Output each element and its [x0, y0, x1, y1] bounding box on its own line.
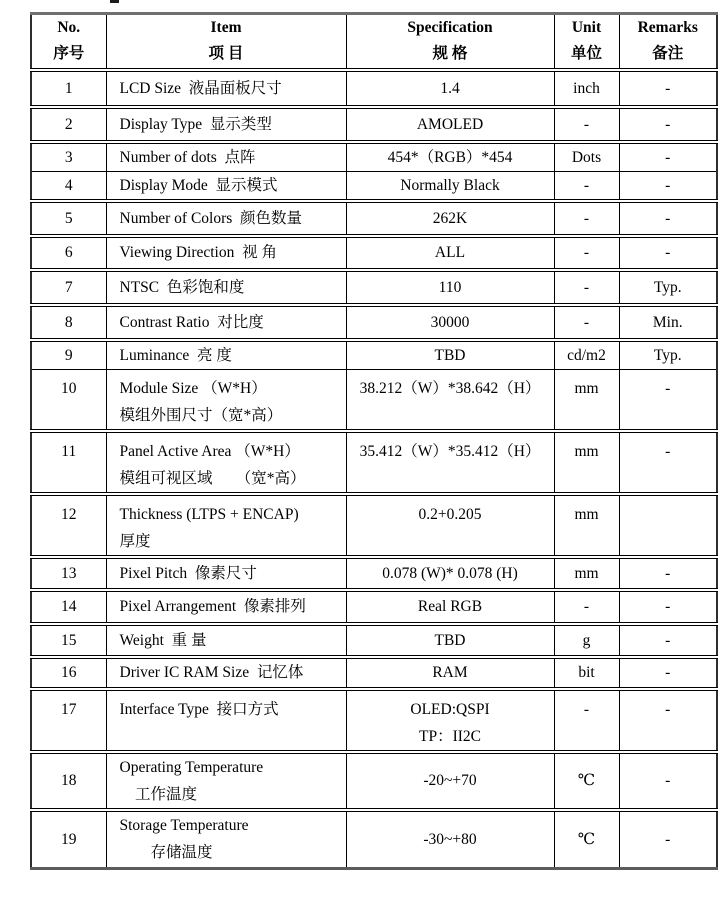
- item-cell: [106, 752, 346, 810]
- item-cell-text: Panel Active Area （W*H）: [119, 442, 300, 460]
- spec-cell: [346, 590, 554, 624]
- item-cell-text: NTSC 色彩饱和度: [119, 278, 245, 296]
- remarks-cell: [619, 305, 717, 340]
- no-cell-text: 12: [61, 505, 77, 523]
- header-cell-remarks: [619, 14, 717, 70]
- remarks-cell: [619, 590, 717, 624]
- item-cell: [106, 142, 346, 172]
- unit-cell-text: -: [583, 278, 590, 296]
- table-row-15: [31, 624, 717, 657]
- item-cell-text: Pixel Arrangement 像素排列: [119, 598, 306, 615]
- no-cell-text: 9: [64, 346, 73, 364]
- no-cell-text: 10: [61, 379, 77, 397]
- spec-cell: [346, 171, 554, 201]
- item-cell: [106, 70, 346, 107]
- unit-cell-text: -: [583, 598, 590, 615]
- unit-cell-text: mm: [574, 442, 599, 460]
- item-cell: [106, 107, 346, 142]
- unit-cell-text: -: [583, 176, 590, 194]
- spec-cell: [346, 201, 554, 236]
- unit-cell-text: ℃: [577, 772, 596, 789]
- item-cell-text: Operating Temperature: [119, 758, 264, 776]
- item-cell-text: 厚度: [119, 532, 151, 550]
- item-cell-text: Display Mode 显示模式: [119, 176, 278, 194]
- table-row-7: [31, 270, 717, 305]
- no-cell: [31, 752, 106, 810]
- spec-cell: [346, 624, 554, 657]
- unit-cell: [554, 171, 619, 201]
- no-cell: [31, 142, 106, 172]
- unit-cell-text: -: [583, 209, 590, 227]
- table-row-19: [31, 810, 717, 869]
- unit-cell: [554, 752, 619, 810]
- header-no-en: No.: [57, 19, 81, 37]
- spec-cell-text: 262K: [432, 209, 468, 227]
- remarks-cell-text: -: [665, 830, 671, 848]
- remarks-cell-text: -: [665, 244, 671, 261]
- unit-cell: [554, 590, 619, 624]
- item-cell-text: Number of dots 点阵: [119, 148, 256, 166]
- table-row-2: [31, 107, 717, 142]
- header-item-zh: 项 目: [208, 45, 244, 63]
- unit-cell: [554, 431, 619, 494]
- item-cell: [106, 431, 346, 494]
- remarks-cell-text: -: [665, 379, 671, 397]
- item-cell-text: Luminance 亮 度: [119, 346, 232, 364]
- spec-cell-text: 454*（RGB）*454: [387, 148, 513, 166]
- spec-cell: [346, 142, 554, 172]
- item-cell: [106, 236, 346, 270]
- spec-cell: [346, 107, 554, 142]
- no-cell-text: 7: [64, 278, 73, 296]
- remarks-cell: [619, 689, 717, 752]
- no-cell-text: 8: [64, 313, 73, 331]
- spec-cell-text: ALL: [434, 244, 466, 261]
- table-row-10: [31, 369, 717, 431]
- unit-cell: [554, 657, 619, 689]
- unit-cell-text: Dots: [571, 148, 602, 166]
- remarks-cell: [619, 70, 717, 107]
- spec-cell-text: -20~+70: [423, 772, 477, 789]
- no-cell: [31, 431, 106, 494]
- unit-cell-text: -: [583, 700, 590, 718]
- spec-cell: [346, 236, 554, 270]
- remarks-cell-text: Typ.: [653, 278, 682, 296]
- unit-cell: [554, 142, 619, 172]
- item-cell: [106, 590, 346, 624]
- item-cell-text: Module Size （W*H）: [119, 379, 267, 397]
- table-row-16: [31, 657, 717, 689]
- table-row-13: [31, 557, 717, 590]
- header-specification-zh: 规 格: [432, 45, 468, 63]
- item-cell: [106, 369, 346, 431]
- no-cell: [31, 369, 106, 431]
- unit-cell-text: g: [582, 631, 591, 649]
- no-cell: [31, 171, 106, 201]
- no-cell: [31, 70, 106, 107]
- spec-table-body: [31, 70, 717, 869]
- item-cell-text: LCD Size 液晶面板尺寸: [119, 79, 282, 97]
- table-row-5: [31, 201, 717, 236]
- remarks-cell-text: -: [665, 79, 671, 97]
- remarks-cell: [619, 810, 717, 869]
- no-cell-text: 2: [64, 115, 73, 133]
- no-cell: [31, 689, 106, 752]
- unit-cell: [554, 340, 619, 370]
- unit-cell-text: inch: [573, 79, 600, 97]
- table-row-9: [31, 340, 717, 370]
- header-remarks-en: Remarks: [637, 19, 698, 37]
- spec-cell-text: 30000: [430, 313, 470, 331]
- unit-cell-text: -: [583, 115, 590, 133]
- header-item-en: Item: [210, 19, 242, 37]
- spec-cell-text: -30~+80: [423, 830, 477, 848]
- no-cell: [31, 201, 106, 236]
- spec-cell: [346, 657, 554, 689]
- table-row-18: [31, 752, 717, 810]
- unit-cell-text: mm: [574, 564, 599, 582]
- item-cell-text: Contrast Ratio 对比度: [119, 313, 264, 331]
- spec-cell: [346, 810, 554, 869]
- no-cell-text: 16: [61, 664, 77, 681]
- item-cell-text: Interface Type 接口方式: [119, 700, 279, 718]
- spec-cell: [346, 557, 554, 590]
- table-row-11: [31, 431, 717, 494]
- item-cell: [106, 340, 346, 370]
- spec-cell-text: 1.4: [440, 79, 460, 97]
- no-cell-text: 1: [64, 79, 73, 97]
- no-cell: [31, 340, 106, 370]
- unit-cell: [554, 107, 619, 142]
- spec-cell-text: Normally Black: [400, 176, 500, 194]
- unit-cell-text: mm: [574, 379, 599, 397]
- item-cell-text: Thickness (LTPS + ENCAP): [119, 505, 299, 523]
- item-cell-text: Storage Temperature: [119, 817, 249, 835]
- no-cell-text: 5: [64, 209, 73, 227]
- header-remarks-zh: 备注: [652, 45, 684, 63]
- remarks-cell: [619, 340, 717, 370]
- remarks-cell-text: -: [665, 148, 671, 166]
- no-cell: [31, 657, 106, 689]
- item-cell-text: 存储温度: [119, 844, 213, 862]
- item-cell-text: Number of Colors 颜色数量: [119, 209, 303, 227]
- item-cell-text: Weight 重 量: [119, 631, 207, 649]
- spec-cell: [346, 369, 554, 431]
- unit-cell-text: cd/m2: [567, 346, 606, 364]
- remarks-cell: [619, 494, 717, 557]
- no-cell: [31, 270, 106, 305]
- remarks-cell: [619, 624, 717, 657]
- header-cell-unit: [554, 14, 619, 70]
- unit-cell-text: bit: [578, 664, 595, 681]
- remarks-cell: [619, 369, 717, 431]
- item-cell: [106, 270, 346, 305]
- unit-cell: [554, 557, 619, 590]
- item-cell: [106, 810, 346, 869]
- remarks-cell: [619, 107, 717, 142]
- spec-cell-text: OLED:QSPI: [410, 700, 490, 718]
- item-cell: [106, 305, 346, 340]
- no-cell-text: 19: [61, 830, 77, 848]
- unit-cell: [554, 270, 619, 305]
- item-cell-text: Viewing Direction 视 角: [119, 244, 277, 261]
- remarks-cell-text: Typ.: [653, 346, 682, 364]
- table-row-1: [31, 70, 717, 107]
- remarks-cell: [619, 657, 717, 689]
- remarks-cell: [619, 270, 717, 305]
- remarks-cell: [619, 431, 717, 494]
- item-cell: [106, 494, 346, 557]
- no-cell-text: 17: [61, 700, 77, 718]
- no-cell-text: 4: [64, 176, 73, 194]
- spec-table: [30, 12, 718, 870]
- spec-cell: [346, 270, 554, 305]
- no-cell-text: 15: [61, 631, 77, 649]
- table-row-6: [31, 236, 717, 270]
- spec-cell: [346, 340, 554, 370]
- spec-cell: [346, 752, 554, 810]
- spec-cell: [346, 70, 554, 107]
- no-cell-text: 13: [61, 564, 77, 582]
- unit-cell-text: ℃: [577, 830, 596, 848]
- unit-cell: [554, 624, 619, 657]
- item-cell: [106, 201, 346, 236]
- no-cell: [31, 624, 106, 657]
- no-cell-text: 14: [61, 598, 77, 615]
- header-cell-item: [106, 14, 346, 70]
- spec-cell: [346, 494, 554, 557]
- remarks-cell-text: -: [665, 772, 671, 789]
- table-header-row: [31, 14, 717, 70]
- unit-cell-text: mm: [574, 505, 599, 523]
- table-row-8: [31, 305, 717, 340]
- remarks-cell: [619, 557, 717, 590]
- no-cell: [31, 107, 106, 142]
- cropped-text-fragment: [110, 0, 119, 3]
- unit-cell-text: -: [583, 244, 590, 261]
- header-unit-en: Unit: [571, 19, 602, 37]
- spec-cell-text: TBD: [434, 346, 466, 364]
- no-cell: [31, 810, 106, 869]
- remarks-cell-text: -: [665, 700, 671, 718]
- remarks-cell: [619, 201, 717, 236]
- unit-cell: [554, 305, 619, 340]
- item-cell-text: Driver IC RAM Size 记忆体: [119, 664, 304, 681]
- remarks-cell-text: Min.: [652, 313, 683, 331]
- table-row-12: [31, 494, 717, 557]
- no-cell-text: 6: [64, 244, 73, 261]
- spec-cell-text: TBD: [434, 631, 466, 649]
- unit-cell: [554, 70, 619, 107]
- header-specification-en: Specification: [407, 19, 493, 37]
- no-cell: [31, 236, 106, 270]
- remarks-cell: [619, 236, 717, 270]
- item-cell: [106, 689, 346, 752]
- spec-cell-text: AMOLED: [416, 115, 484, 133]
- remarks-cell: [619, 171, 717, 201]
- no-cell-text: 3: [64, 148, 73, 166]
- item-cell-text: 模组外围尺寸（宽*高）: [119, 406, 283, 424]
- item-cell-text: Display Type 显示类型: [119, 115, 272, 133]
- spec-cell-text: 35.412（W）*35.412（H）: [359, 442, 541, 460]
- header-cell-specification: [346, 14, 554, 70]
- remarks-cell: [619, 752, 717, 810]
- no-cell-text: 18: [61, 772, 77, 789]
- remarks-cell: [619, 142, 717, 172]
- item-cell-text: 工作温度: [119, 785, 198, 803]
- table-row-17: [31, 689, 717, 752]
- unit-cell: [554, 810, 619, 869]
- item-cell: [106, 557, 346, 590]
- spec-cell-text: RAM: [432, 664, 468, 681]
- no-cell: [31, 557, 106, 590]
- item-cell: [106, 657, 346, 689]
- unit-cell: [554, 689, 619, 752]
- remarks-cell-text: -: [665, 598, 671, 615]
- unit-cell: [554, 369, 619, 431]
- spec-cell-text: TP：II2C: [418, 727, 481, 745]
- table-row-14: [31, 590, 717, 624]
- spec-cell: [346, 689, 554, 752]
- spec-cell-text: 0.2+0.205: [418, 505, 482, 523]
- spec-cell-text: Real RGB: [417, 598, 483, 615]
- spec-cell-text: 110: [438, 278, 462, 296]
- remarks-cell-text: -: [665, 209, 671, 227]
- no-cell: [31, 494, 106, 557]
- item-cell-text: 模组可视区域 （宽*高）: [119, 469, 306, 487]
- remarks-cell-text: -: [665, 442, 671, 460]
- header-no-zh: 序号: [53, 45, 85, 63]
- spec-cell-text: 0.078 (W)* 0.078 (H): [382, 564, 518, 582]
- remarks-cell-text: -: [665, 176, 671, 194]
- unit-cell: [554, 236, 619, 270]
- remarks-cell-text: -: [665, 564, 671, 582]
- header-cell-no: [31, 14, 106, 70]
- remarks-cell-text: -: [665, 115, 671, 133]
- spec-cell: [346, 431, 554, 494]
- no-cell: [31, 305, 106, 340]
- unit-cell-text: -: [583, 313, 590, 331]
- header-unit-zh: 单位: [570, 45, 602, 63]
- remarks-cell-text: -: [665, 631, 671, 649]
- table-row-3: [31, 142, 717, 172]
- unit-cell: [554, 201, 619, 236]
- table-row-4: [31, 171, 717, 201]
- item-cell-text: Pixel Pitch 像素尺寸: [119, 564, 257, 582]
- item-cell: [106, 624, 346, 657]
- remarks-cell-text: -: [665, 664, 671, 681]
- item-cell: [106, 171, 346, 201]
- spec-cell-text: 38.212（W）*38.642（H）: [359, 379, 541, 397]
- spec-cell: [346, 305, 554, 340]
- no-cell: [31, 590, 106, 624]
- unit-cell: [554, 494, 619, 557]
- no-cell-text: 11: [61, 442, 77, 460]
